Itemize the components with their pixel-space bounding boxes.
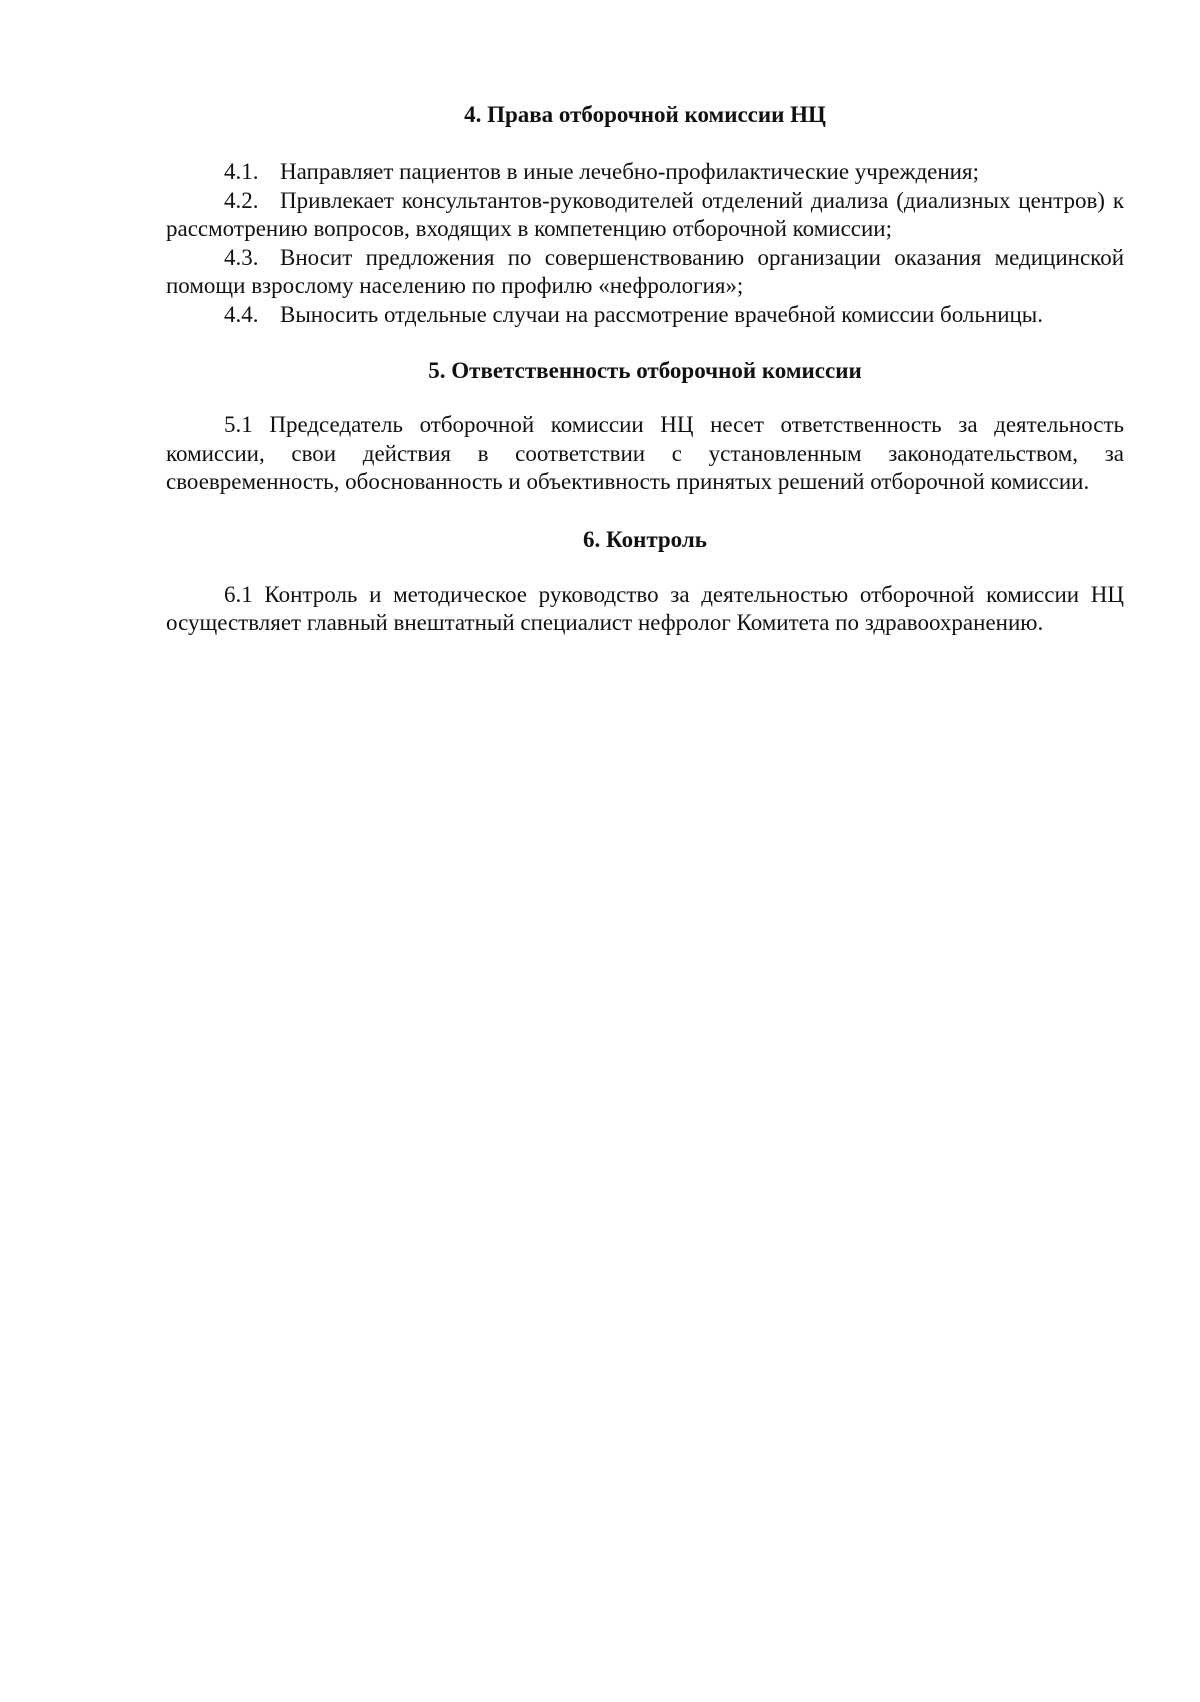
document-page	[166, 100, 1124, 638]
section-5-paragraph: 5.1 Председатель отборочной комиссии НЦ несет ответственность за деятельность комиссии, свои действия в соответствии с установленным законодательством, за своевременность, обоснованность и объективность принятых решений отборочной комиссии.	[166, 412, 1124, 494]
item-4-1	[166, 158, 1124, 187]
section-5-title: 5. Ответственность отборочной комиссии	[428, 358, 862, 383]
item-4-2-number: 4.2.	[224, 187, 259, 213]
section-6-paragraph: 6.1 Контроль и методическое руководство за деятельностью отборочной комиссии НЦ осуществляет главный внештатный специалист нефролог Комитета по здравоохранению.	[166, 581, 1124, 635]
item-4-1-number: 4.1.	[224, 159, 259, 184]
section-4-title: 4. Права отборочной комиссии НЦ	[464, 102, 826, 127]
item-4-3-text: Вносит предложения по совершенствованию организации оказания медицинской помощи взрослому населению по профилю «нефрология»;	[166, 244, 1124, 298]
item-4-3-number: 4.3.	[224, 244, 259, 270]
item-4-2-text: Привлекает консультантов-руководителей отделений диализа (диализных центров) к рассмотрению вопросов, входящих в компетенцию отборочной комиссии;	[166, 187, 1124, 241]
item-4-3	[166, 244, 1124, 301]
item-4-4	[166, 301, 1124, 330]
item-4-4-text: Выносить отдельные случаи на рассмотрение врачебной комиссии больницы.	[280, 301, 1044, 327]
section-6-title: 6. Контроль	[583, 526, 707, 552]
item-4-2	[166, 187, 1124, 244]
item-4-1-text: Направляет пациентов в иные лечебно-профилактические учреждения;	[280, 159, 979, 184]
item-4-4-number: 4.4.	[224, 301, 259, 327]
